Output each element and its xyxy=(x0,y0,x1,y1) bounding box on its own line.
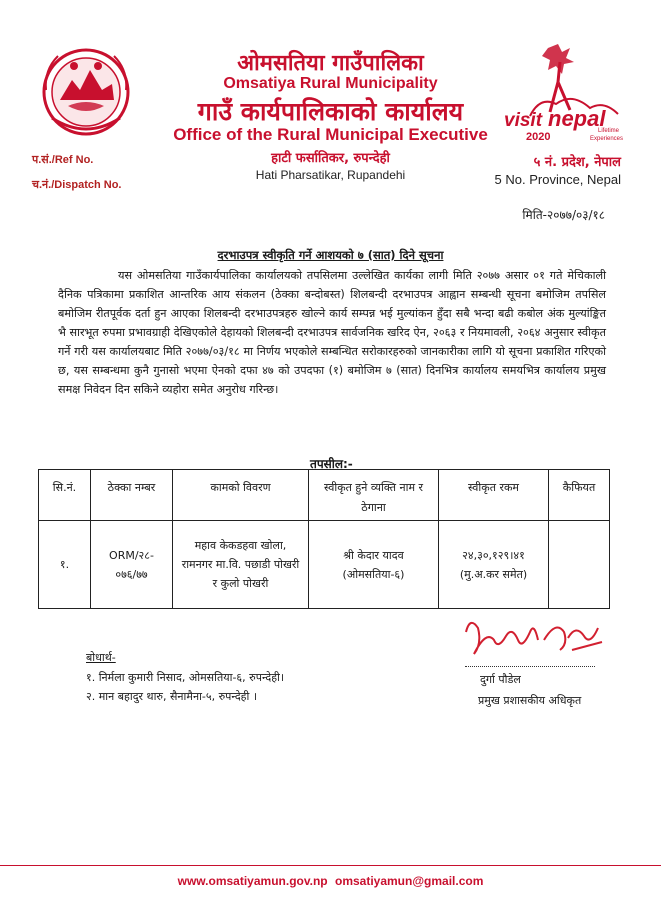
dispatch-number-label: च.नं./Dispatch No. xyxy=(32,179,122,191)
province-en: 5 No. Province, Nepal xyxy=(494,172,621,187)
list-item: १. निर्मला कुमारी निसाद, ओमसतिया-६, रुपन्देही। xyxy=(86,671,285,684)
cell-sn: १. xyxy=(39,521,91,609)
col-header-sn: सि.नं. xyxy=(39,470,91,521)
table-header-row xyxy=(39,470,610,521)
svg-text:2020: 2020 xyxy=(526,131,551,142)
svg-text:nepal: nepal xyxy=(548,106,606,131)
municipality-name-np: ओमसतिया गाउँपालिका xyxy=(237,51,424,76)
municipality-name-en: Omsatiya Rural Municipality xyxy=(223,75,438,92)
col-header-amount: स्वीकृत रकम xyxy=(439,470,549,521)
handwritten-signature xyxy=(460,610,610,670)
signer-title: प्रमुख प्रशासकीय अधिकृत xyxy=(478,694,582,707)
col-header-awardee-line2: ठेगाना xyxy=(361,501,386,514)
letter-date: मिति-२०७७/०३/१८ xyxy=(522,208,605,222)
cell-amount: २४,३०,१२९।४१ (मु.अ.कर समेत) xyxy=(439,521,549,609)
svg-text:Lifetime: Lifetime xyxy=(598,128,620,134)
cell-description: महाव केकडहवा खोला, रामनगर मा.वि. पछाडी पोखरी र कुलो पोखरी xyxy=(173,521,309,609)
footer-email: omsatiyamun@gmail.com xyxy=(334,874,484,888)
cell-awardee: श्री केदार यादव (ओमसतिया-६) xyxy=(309,521,439,609)
col-header-awardee-line1: स्वीकृत हुने व्यक्ति नाम र xyxy=(323,481,424,494)
footer-divider xyxy=(0,865,661,866)
signature-line xyxy=(465,666,595,667)
office-address-en: Hati Pharsatikar, Rupandehi xyxy=(255,168,406,182)
footer-website: www.omsatiyamun.gov.np xyxy=(177,874,328,888)
cc-label: बोधार्थ- xyxy=(86,651,116,664)
notice-body: यस ओमसतिया गाउँकार्यपालिका कार्यालयको तपसिलमा उल्लेखित कार्यका लागी मिति २०७७ असार ०१ गते मेचिकाली दैनिक पत्रिकामा प्रकाशित आन्तरिक आय संकलन (ठेक्का बन्दोबस्त) शिलबन्दी दरभाउपत्र आह्वान सम्बन्धी सूचना बमोजिम तपसिल बमोजिम रीतपूर्वक दर्ता हुन आएका शिलबन्दी दरभाउपत्रहरु खोल्ने कार्य सम्पन्न भई मुल्यांकन हुँदा सबै भन्दा बढी कबोल अंक मुल्यांङ्कित भै सारभूत रुपमा प्रभावग्राही देखिएकोले देहायको शिलबन्दी दरभाउपत्र सार्वजनिक खरिद ऐन, २०६३ र नियमावली, २०६४ अनुसार स्वीकृत गर्ने गरी यस कार्यालयबाट मिति २०७७/०३/१८ मा निर्णय भएकोले सम्बन्धित सरोकारहरुको जानकारीका लागि यो सूचना प्रकाशित गरिएको छ, यस सम्बन्धमा कुनै गुनासो भएमा ऐनको दफा ४७ को उपदफा (१) बमोजिम ७ (सात) दिनभित्र कार्यालय समयभित्र कार्यालय प्रमुख समक्ष निवेदन दिन सकिने व्यहोरा समेत अनुरोध गरिन्छ। xyxy=(58,269,606,396)
cell-remarks xyxy=(549,521,610,609)
svg-text:Experiences: Experiences xyxy=(590,136,624,142)
col-header-description: कामको विवरण xyxy=(173,470,309,521)
award-table xyxy=(38,469,610,609)
col-header-contract: ठेक्का नम्बर xyxy=(91,470,173,521)
cell-contract: ORM/२८- ०७६/७७ xyxy=(91,521,173,609)
signer-name: दुर्गा पौडेल xyxy=(480,673,521,686)
svg-text:visit: visit xyxy=(504,110,543,131)
office-address-np: हाटी फर्सातिकर, रुपन्देही xyxy=(271,151,390,166)
footer-contact xyxy=(0,874,661,888)
list-item: २. मान बहादुर थारु, सैनामैना-५, रुपन्देही । xyxy=(86,690,258,703)
office-name-np: गाउँ कार्यपालिकाको कार्यालय xyxy=(197,97,464,126)
office-name-en: Office of the Rural Municipal Executive xyxy=(173,125,488,144)
notice-subject: दरभाउपत्र स्वीकृति गर्ने आशयको ७ (सात) दिने सूचना xyxy=(217,248,444,262)
province-np: ५ नं. प्रदेश, नेपाल xyxy=(533,155,621,170)
cc-list xyxy=(86,668,284,706)
table-row xyxy=(39,521,610,609)
ref-number-label: प.सं./Ref No. xyxy=(32,154,94,166)
table-title: तपसील:- xyxy=(310,457,353,471)
col-header-remarks: कैफियत xyxy=(549,470,610,521)
col-header-awardee xyxy=(309,470,439,521)
